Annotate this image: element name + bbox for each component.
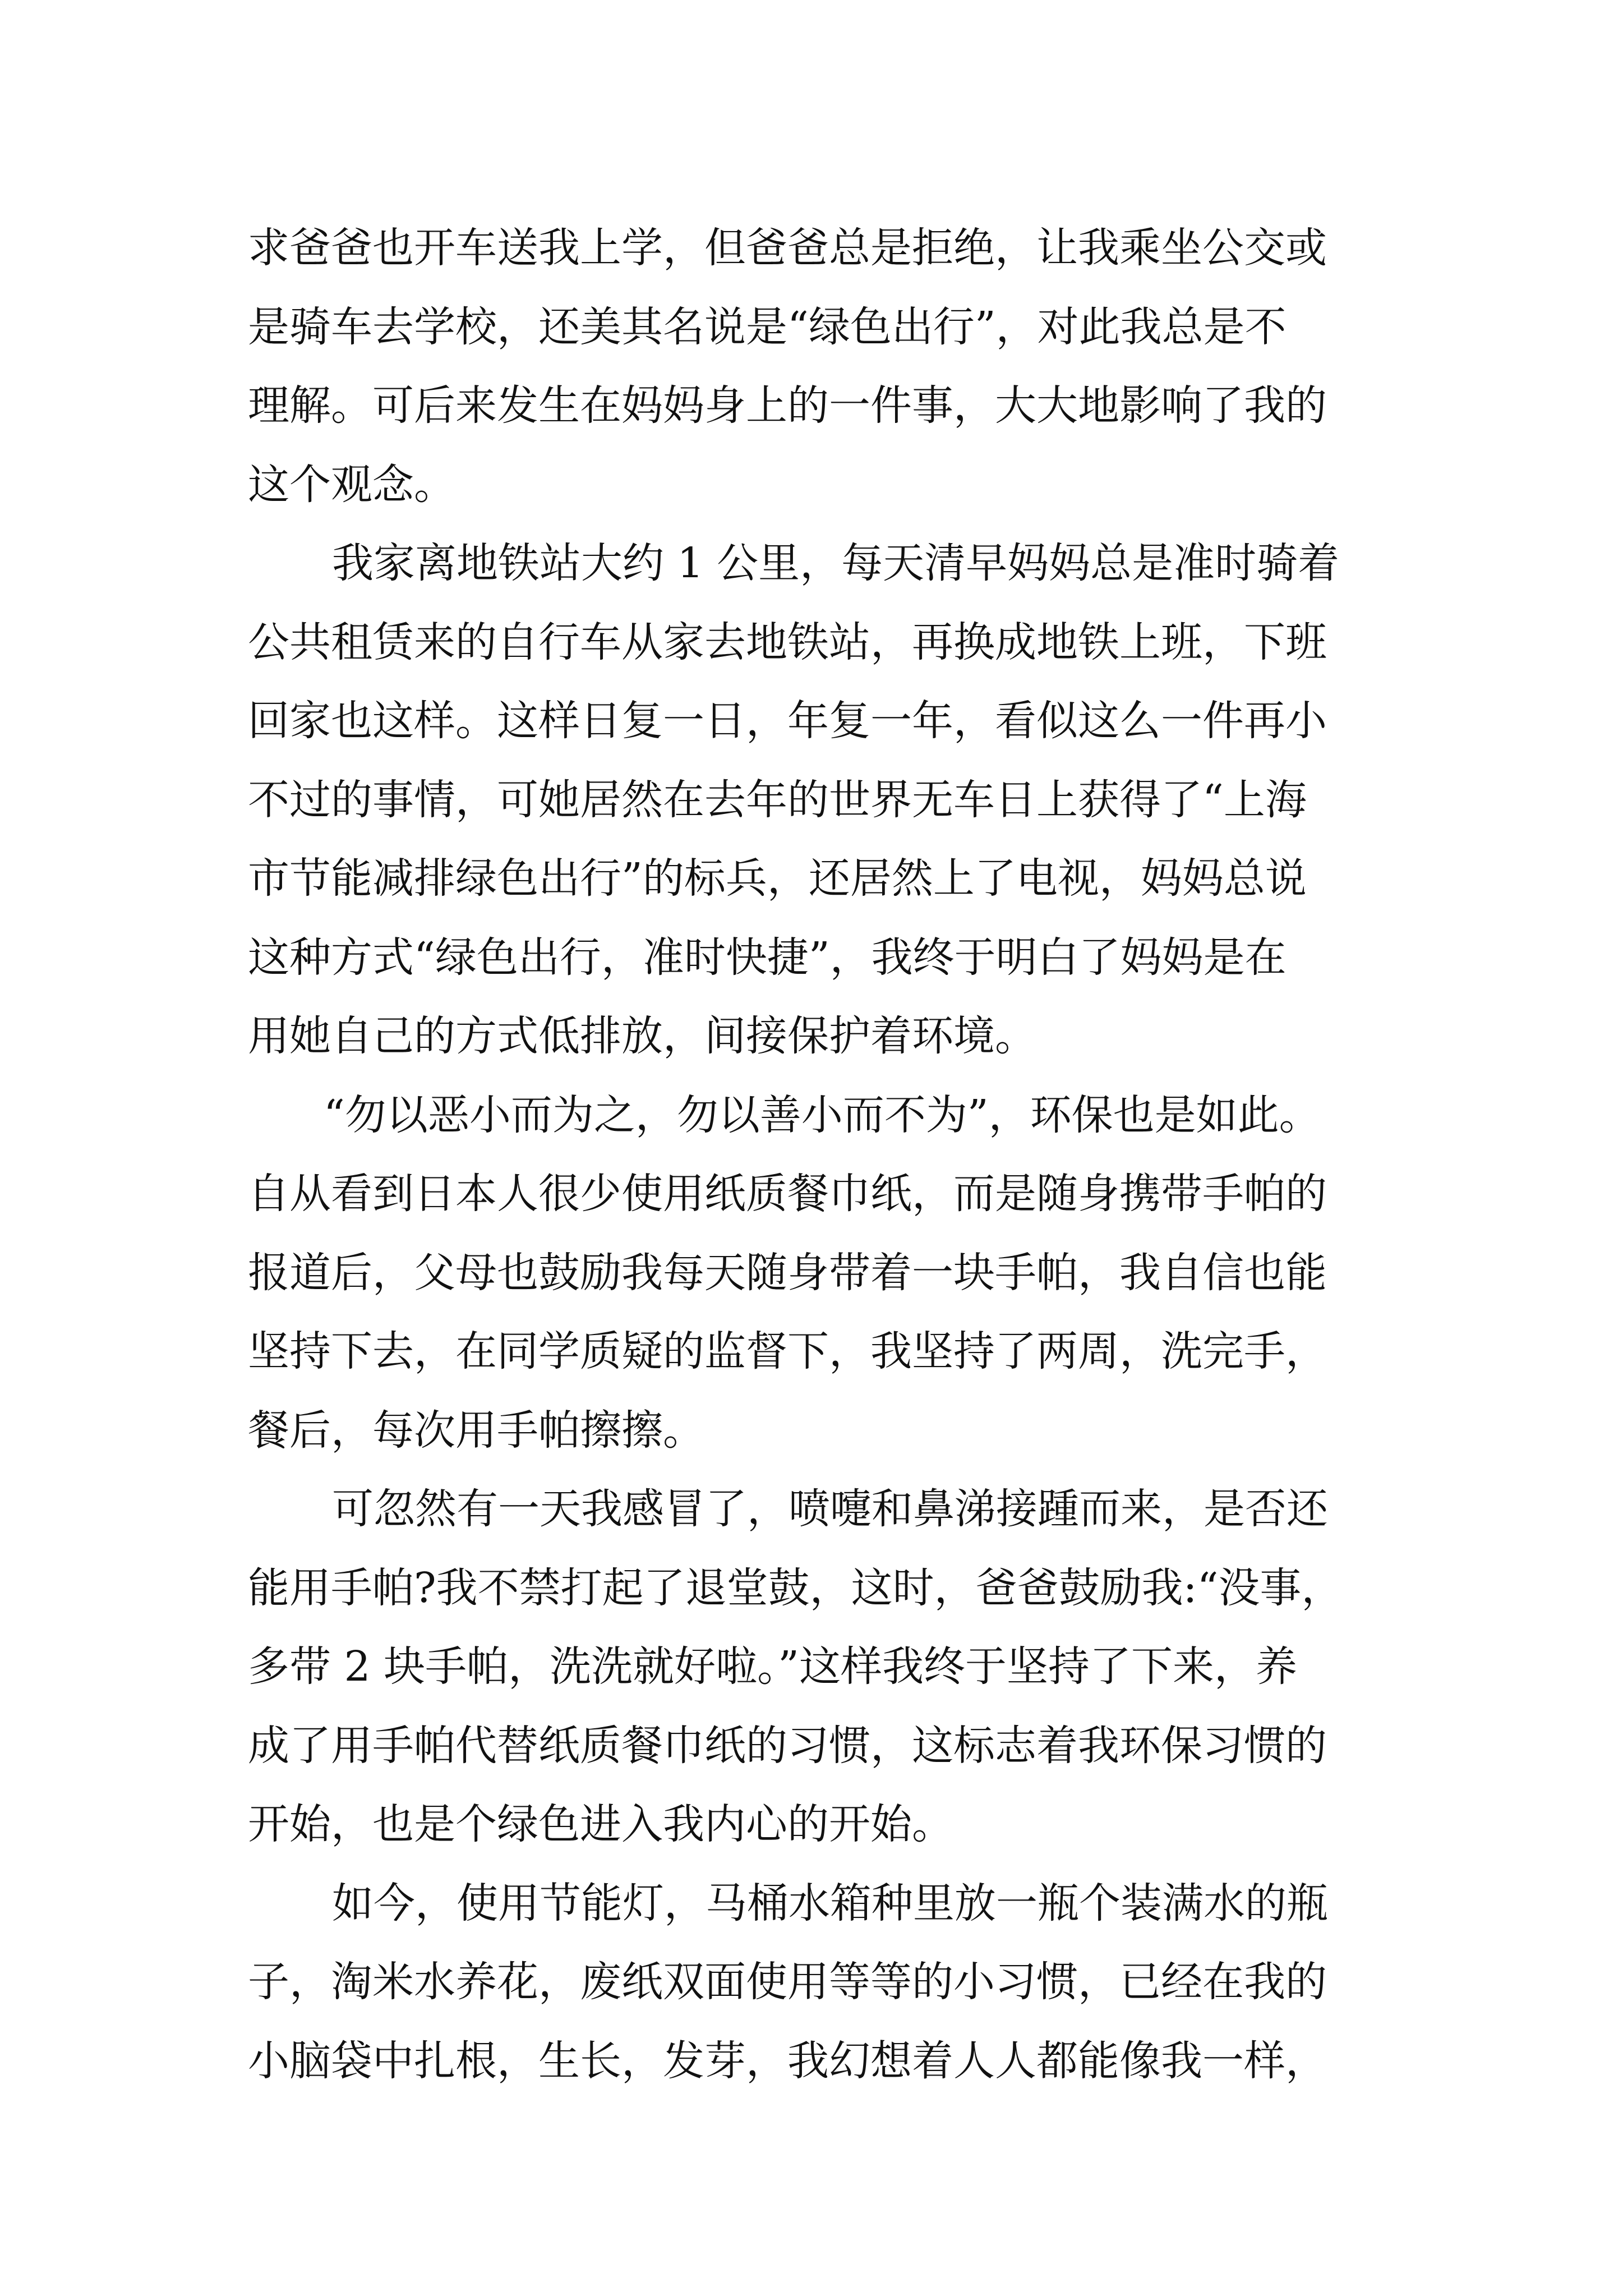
text-line: 餐后，每次用手帕擦擦。 [248, 1406, 704, 1455]
text-line: 用她自己的方式低排放，间接保护着环境。 [248, 1012, 1036, 1060]
text-line: 这种方式“绿色出行，准时快捷”，我终于明白了妈妈是在 [248, 933, 1287, 982]
text-line: 坚持下去，在同学质疑的监督下，我坚持了两周，洗完手， [248, 1327, 1327, 1375]
text-line: 理解。可后来发生在妈妈身上的一件事，大大地影响了我的 [248, 381, 1327, 430]
text-line: 公共租赁来的自行车从家去地铁站，再换成地铁上班，下班 [248, 618, 1327, 666]
body-text [248, 209, 1381, 2100]
text-line: 是骑车去学校，还美其名说是“绿色出行”，对此我总是不 [248, 302, 1287, 351]
text-line: 开始，也是个绿色进入我内心的开始。 [248, 1800, 953, 1848]
text-line: 不过的事情，可她居然在去年的世界无车日上获得了“上海 [248, 775, 1307, 824]
text-line: 子，淘米水养花，废纸双面使用等等的小习惯，已经在我的 [248, 1958, 1327, 2006]
text-line: 自从看到日本人很少使用纸质餐巾纸，而是随身携带手帕的 [248, 1170, 1327, 1218]
text-line: 求爸爸也开车送我上学，但爸爸总是拒绝，让我乘坐公交或 [248, 224, 1327, 272]
paragraph-first-line: 可忽然有一天我感冒了，喷嚏和鼻涕接踵而来，是否还 [332, 1485, 1328, 1533]
paragraph-first-line: “勿以恶小而为之，勿以善小而不为”，环保也是如此。 [324, 1091, 1321, 1139]
paragraph-first-line: 我家离地铁站大约 1 公里，每天清早妈妈总是准时骑着 [332, 539, 1340, 587]
text-line: 能用手帕?我不禁打起了退堂鼓，这时，爸爸鼓励我:“没事， [248, 1563, 1343, 1612]
text-line: 报道后，父母也鼓励我每天随身带着一块手帕，我自信也能 [248, 1248, 1327, 1297]
text-line: 成了用手帕代替纸质餐巾纸的习惯，这标志着我环保习惯的 [248, 1721, 1327, 1770]
text-line: 市节能减排绿色出行”的标兵，还居然上了电视，妈妈总说 [248, 854, 1307, 903]
text-line: 回家也这样。这样日复一日，年复一年，看似这么一件再小 [248, 697, 1327, 745]
text-line: 多带 2 块手帕，洗洗就好啦。”这样我终于坚持了下来，养 [248, 1642, 1297, 1691]
text-line: 小脑袋中扎根，生长，发芽，我幻想着人人都能像我一样， [248, 2036, 1327, 2085]
text-line: 这个观念。 [248, 460, 455, 509]
paragraph-first-line: 如今，使用节能灯，马桶水箱种里放一瓶个装满水的瓶 [332, 1879, 1328, 1927]
